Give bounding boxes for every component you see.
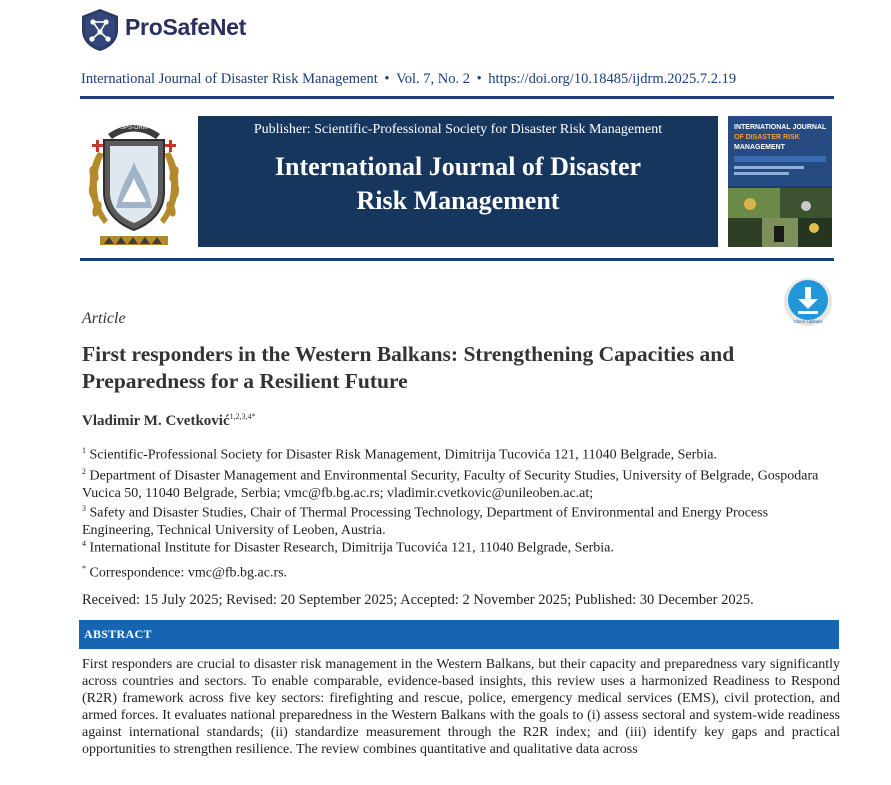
society-emblem-icon [82,112,186,248]
journal-name: International Journal of Disaster Risk Management [81,71,378,87]
header-rule-top [80,96,834,99]
journal-cover-image [728,116,832,247]
brand-name: ProSafeNet [125,14,246,40]
author-affiliation-marks: 1,2,3,4* [229,412,256,421]
affiliation-4: $^4$ International Institute for Disaster Research, Dimitrija Tucovića 121, 11040 Belgrade, Serbia. [82,539,614,556]
journal-banner [198,116,718,247]
svg-text:INTERNATIONAL JOURNAL: INTERNATIONAL JOURNAL [734,124,827,131]
journal-volume: Vol. 7, No. 2 [396,71,470,87]
abstract-label: ABSTRACT [84,627,152,641]
abstract-header [79,620,839,649]
publisher-line: Publisher: Scientific-Professional Society for Disaster Risk Management [253,122,663,137]
header-rule-bottom [80,258,834,261]
article-type-label: Article [82,310,126,327]
article-title: First responders in the Western Balkans: Strengthening Capacities and Preparedness for a Resilient Future [82,342,735,393]
banner-title: International Journal of Disaster Risk Management [274,152,642,215]
prosafenet-logo-icon [80,8,120,52]
svg-text:SPS-DRM: SPS-DRM [120,125,148,131]
affiliation-3: $^3$ Safety and Disaster Studies, Chair of Thermal Processing Technology, Department of Environmental and Energy Process Engineering, Technical University of Leoben, Austria. [82,504,769,538]
journal-citation-line: International Journal of Disaster Risk Management • Vol. 7, No. 2 • https://doi.org/10.18485/ijdrm.2025.7.2.19 [81,71,737,87]
affiliation-1: $^1$ Scientific-Professional Society for Disaster Risk Management, Dimitrija Tucovića 121, 11040 Belgrade, Serbia. [82,446,717,463]
svg-text:MANAGEMENT: MANAGEMENT [734,144,785,151]
author-name: Vladimir M. Cvetković$^{1,2,3,4*}$ [82,412,256,429]
abstract-body: First responders are crucial to disaster risk management in the Western Balkans, but their capacity and preparedness vary significantly across countries and sectors. To enable comparable, evidence-based insights, this review uses a harmonized Readiness to Respond (R2R) framework across five key sectors: firefighting and rescue, police, emergency medical services (EMS), civil protection, and armed forces. It evaluates national preparedness in the Western Balkans with the goals to (i) assess sectoral and system-wide readiness against international standards; (ii) standardize measurement through the R2R index; and (iii) identify key gaps and practical opportunities to strengthen resilience. The review combines quantitative and qualitative data across [82,657,840,757]
correspondence: * Correspondence: vmc@fb.bg.ac.rs. [82,564,288,581]
affiliation-2: $^2$ Department of Disaster Management and Environmental Security, Faculty of Security Studies, University of Belgrade, Gospodara Vucica 50, 11040 Belgrade, Serbia; vmc@fb.bg.ac.rs; vladimir.cvetkovic@unileoben.ac.at; [82,467,819,501]
publication-dates: Received: 15 July 2025; Revised: 20 September 2025; Accepted: 2 November 2025; Published: 30 December 2025. [82,592,754,608]
check-updates-button[interactable] [783,277,833,327]
doi-link[interactable]: https://doi.org/10.18485/ijdrm.2025.7.2.19 [488,71,737,87]
svg-text:Check Updates: Check Updates [793,319,823,324]
svg-text:OF DISASTER RISK: OF DISASTER RISK [734,134,800,141]
